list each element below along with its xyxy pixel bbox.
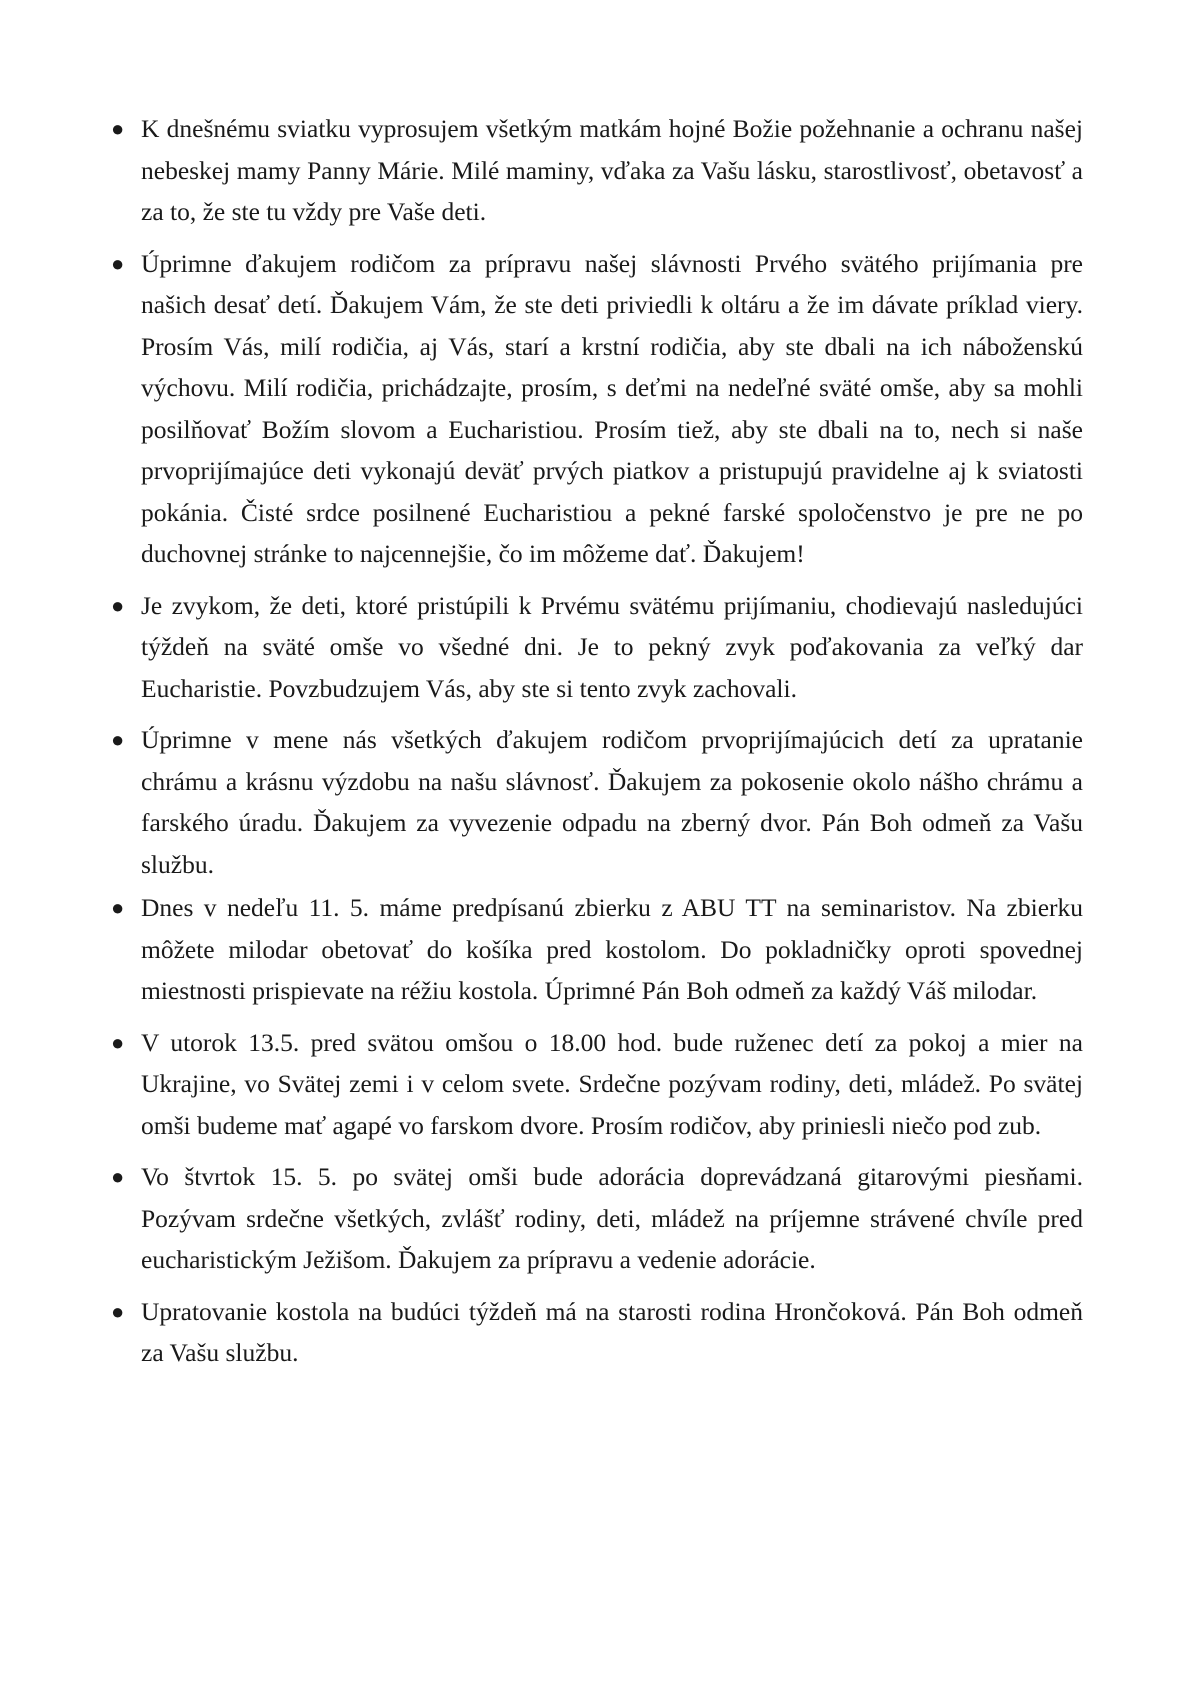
list-item-text: Upratovanie kostola na budúci týždeň má na starosti rodina Hrončoková. Pán Boh odmeň za Vašu službu. <box>141 1296 1083 1367</box>
list-item <box>108 1156 1083 1281</box>
bullet-icon: ● <box>111 1029 125 1055</box>
announcement-list <box>108 108 1083 1384</box>
list-item <box>108 1291 1083 1374</box>
list-item-text: Úprimne ďakujem rodičom za prípravu našej slávnosti Prvého svätého prijímania pre našich desať detí. Ďakujem Vám, že ste deti priviedli k oltáru a že im dávate príklad viery. Prosím Vás, milí rodičia, aj Vás, starí a krstní rodičia, aby ste dbali na ich náboženskú výchovu. Milí rodičia, prichádzajte, prosím, s deťmi na nedeľné sväté omše, aby sa mohli posilňovať Božím slovom a Eucharistiou. Prosím tiež, aby ste dbali na to, nech si naše prvoprijímajúce deti vykonajú deväť prvých piatkov a pristupujú pravidelne aj k sviatosti pokánia. Čisté srdce posilnené Eucharistiou a pekné farské spoločenstvo je pre ne po duchovnej stránke to najcennejšie, čo im môžeme dať. Ďakujem! <box>141 248 1083 568</box>
list-item <box>108 887 1083 1012</box>
list-item <box>108 719 1083 885</box>
bullet-icon: ● <box>111 592 125 618</box>
list-item-text: Je zvykom, že deti, ktoré pristúpili k Prvému svätému prijímaniu, chodievajú nasledujúci týždeň na sväté omše vo všedné dni. Je to pekný zvyk poďakovania za veľký dar Eucharistie. Povzbudzujem Vás, aby ste si tento zvyk zachovali. <box>141 590 1083 703</box>
list-item <box>108 1022 1083 1147</box>
list-item <box>108 243 1083 575</box>
bullet-icon: ● <box>111 1298 125 1324</box>
list-item-text: Dnes v nedeľu 11. 5. máme predpísanú zbierku z ABU TT na seminaristov. Na zbierku môžete milodar obetovať do košíka pred kostolom. Do pokladničky oproti spovednej miestnosti prispievate na réžiu kostola. Úprimné Pán Boh odmeň za každý Váš milodar. <box>141 893 1083 1005</box>
list-item-text: K dnešnému sviatku vyprosujem všetkým matkám hojné Božie požehnanie a ochranu našej nebeskej mamy Panny Márie. Milé maminy, vďaka za Vašu lásku, starostlivosť, obetavosť a za to, že ste tu vždy pre Vaše deti. <box>141 114 1083 226</box>
list-item <box>108 108 1083 233</box>
list-item <box>108 585 1083 710</box>
bullet-icon: ● <box>111 116 125 141</box>
bullet-icon: ● <box>111 1164 125 1189</box>
bullet-icon: ● <box>111 895 125 920</box>
list-item-text: V utorok 13.5. pred svätou omšou o 18.00 hod. bude ruženec detí za pokoj a mier na Ukrajine, vo Svätej zemi i v celom svete. Srdečne pozývam rodiny, deti, mládež. Po svätej omši budeme mať agapé vo farskom dvore. Prosím rodičov, aby priniesli niečo pod zub. <box>141 1027 1083 1140</box>
list-item-text: Úprimne v mene nás všetkých ďakujem rodičom prvoprijímajúcich detí za upratanie chrámu a krásnu výzdobu na našu slávnosť. Ďakujem za pokosenie okolo nášho chrámu a farského úradu. Ďakujem za vyvezenie odpadu na zberný dvor. Pán Boh odmeň za Vašu službu. <box>141 725 1083 879</box>
list-item-text: Vo štvrtok 15. 5. po svätej omši bude adorácia doprevádzaná gitarovými piesňami. Pozývam srdečne všetkých, zvlášť rodiny, deti, mládež na príjemne strávené chvíle pred eucharistickým Ježišom. Ďakujem za prípravu a vedenie adorácie. <box>141 1162 1083 1274</box>
bullet-icon: ● <box>111 250 125 276</box>
bullet-icon: ● <box>111 727 125 752</box>
